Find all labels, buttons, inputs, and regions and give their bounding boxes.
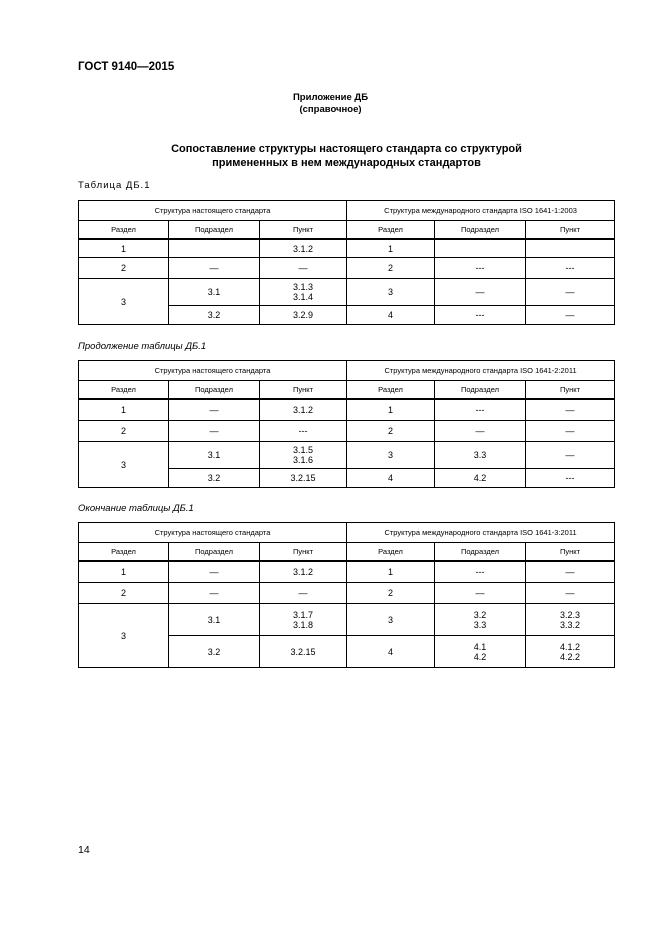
cell: 3.2 (169, 469, 260, 488)
international-structure-header: Структура международного стандарта ISO 1641-1:2003 (347, 201, 615, 221)
cell-line: 4.2.2 (560, 651, 581, 662)
col-header-clause: Пункт (526, 543, 615, 562)
cell-line: 3.2 (473, 609, 487, 620)
cell: — (169, 399, 260, 421)
cell: 1 (347, 561, 435, 583)
cell: 3 (347, 442, 435, 469)
cell: 1 (347, 399, 435, 421)
col-header-clause: Пункт (260, 543, 347, 562)
cell: --- (435, 258, 526, 279)
cell: — (169, 421, 260, 442)
cell: 3 (347, 604, 435, 636)
cell: — (435, 421, 526, 442)
cell: — (526, 442, 615, 469)
cell: — (169, 583, 260, 604)
cell (169, 239, 260, 258)
document-title (0, 142, 661, 170)
cell: 4.2 (435, 469, 526, 488)
cell: 3.1.2 (260, 239, 347, 258)
cell: 4 (347, 306, 435, 325)
cell: 3 (347, 279, 435, 306)
cell: 1 (79, 399, 169, 421)
cell: 3.2.9 (260, 306, 347, 325)
cell: --- (435, 561, 526, 583)
cell: --- (526, 469, 615, 488)
cell: — (169, 258, 260, 279)
cell: — (526, 279, 615, 306)
standard-designation: ГОСТ 9140—2015 (78, 61, 175, 73)
col-header-clause: Пункт (260, 221, 347, 240)
cell (260, 279, 347, 306)
cell: 2 (347, 258, 435, 279)
cell: — (526, 583, 615, 604)
comparison-table-2 (78, 360, 615, 488)
cell: — (169, 561, 260, 583)
table-row (79, 258, 615, 279)
cell: 3.1 (169, 279, 260, 306)
appendix-title: Приложение ДБ (292, 92, 369, 103)
cell: — (260, 583, 347, 604)
title-line-2: примененных в нем международных стандартов (212, 157, 481, 169)
cell-line: 3.3 (473, 619, 487, 630)
cell-line: 3.1.5 (293, 445, 314, 455)
cell: 3.1 (169, 604, 260, 636)
col-header-section: Раздел (79, 381, 169, 400)
comparison-table-3 (78, 522, 615, 668)
cell-line: 4.2 (473, 651, 487, 662)
cell-line: 4.1.2 (560, 641, 581, 652)
cell: — (526, 561, 615, 583)
col-header-section: Раздел (347, 543, 435, 562)
cell (435, 239, 526, 258)
cell: — (526, 306, 615, 325)
cell-line: 3.2.3 (560, 609, 581, 620)
cell (435, 604, 526, 636)
cell (526, 636, 615, 668)
cell: --- (526, 258, 615, 279)
cell: 3.1.2 (260, 561, 347, 583)
appendix-subtitle: (справочное) (299, 104, 362, 115)
cell-line: 3.3.2 (560, 619, 581, 630)
col-header-section: Раздел (347, 381, 435, 400)
cell: 3.3 (435, 442, 526, 469)
national-structure-header: Структура настоящего стандарта (79, 361, 347, 381)
page-number: 14 (78, 844, 90, 856)
cell-line: 3.1.7 (293, 609, 314, 620)
cell: 1 (79, 561, 169, 583)
table-row (79, 583, 615, 604)
col-header-section: Раздел (79, 221, 169, 240)
table-row (79, 239, 615, 258)
cell (435, 636, 526, 668)
col-header-section: Раздел (79, 543, 169, 562)
national-structure-header: Структура настоящего стандарта (79, 523, 347, 543)
cell: 2 (79, 583, 169, 604)
cell (260, 604, 347, 636)
cell: 3.1.2 (260, 399, 347, 421)
appendix-heading (0, 92, 661, 116)
cell (526, 239, 615, 258)
cell: 3.2 (169, 636, 260, 668)
table-1-caption: Таблица ДБ.1 (78, 180, 151, 191)
table-3-caption: Окончание таблицы ДБ.1 (78, 503, 194, 514)
cell (260, 442, 347, 469)
cell: 4 (347, 469, 435, 488)
cell-line: 3.1.6 (293, 455, 314, 465)
col-header-clause: Пункт (526, 221, 615, 240)
cell: 3 (79, 442, 169, 488)
col-header-clause: Пункт (526, 381, 615, 400)
table-row (79, 442, 615, 469)
cell: 3.2.15 (260, 469, 347, 488)
national-structure-header: Структура настоящего стандарта (79, 201, 347, 221)
cell: 2 (347, 421, 435, 442)
cell: 2 (79, 258, 169, 279)
cell: — (526, 421, 615, 442)
col-header-subsection: Подраздел (169, 543, 260, 562)
cell-line: 3.1.4 (293, 292, 314, 302)
table-2-caption: Продолжение таблицы ДБ.1 (78, 341, 207, 352)
cell: — (435, 583, 526, 604)
cell: 2 (347, 583, 435, 604)
cell: 3.2.15 (260, 636, 347, 668)
cell: --- (435, 399, 526, 421)
table-row (79, 399, 615, 421)
col-header-subsection: Подраздел (169, 381, 260, 400)
cell: 1 (79, 239, 169, 258)
cell (526, 604, 615, 636)
cell: 2 (79, 421, 169, 442)
cell-line: 3.1.8 (293, 619, 314, 630)
col-header-subsection: Подраздел (435, 381, 526, 400)
cell: --- (435, 306, 526, 325)
cell-line: 3.1.3 (293, 282, 314, 292)
international-structure-header: Структура международного стандарта ISO 1641-2:2011 (347, 361, 615, 381)
col-header-section: Раздел (347, 221, 435, 240)
cell: 3 (79, 604, 169, 668)
cell: 3.1 (169, 442, 260, 469)
cell: — (260, 258, 347, 279)
col-header-subsection: Подраздел (435, 221, 526, 240)
cell-line: 4.1 (473, 641, 487, 652)
international-structure-header: Структура международного стандарта ISO 1641-3:2011 (347, 523, 615, 543)
col-header-subsection: Подраздел (169, 221, 260, 240)
table-row (79, 421, 615, 442)
comparison-table-1 (78, 200, 615, 325)
col-header-clause: Пункт (260, 381, 347, 400)
table-row (79, 561, 615, 583)
title-line-1: Сопоставление структуры настоящего стандарта со структурой (171, 143, 522, 155)
cell: --- (260, 421, 347, 442)
cell: — (526, 399, 615, 421)
cell: 3 (79, 279, 169, 325)
cell: 3.2 (169, 306, 260, 325)
col-header-subsection: Подраздел (435, 543, 526, 562)
cell: 4 (347, 636, 435, 668)
cell: — (435, 279, 526, 306)
table-row (79, 279, 615, 306)
cell: 1 (347, 239, 435, 258)
table-row (79, 604, 615, 636)
